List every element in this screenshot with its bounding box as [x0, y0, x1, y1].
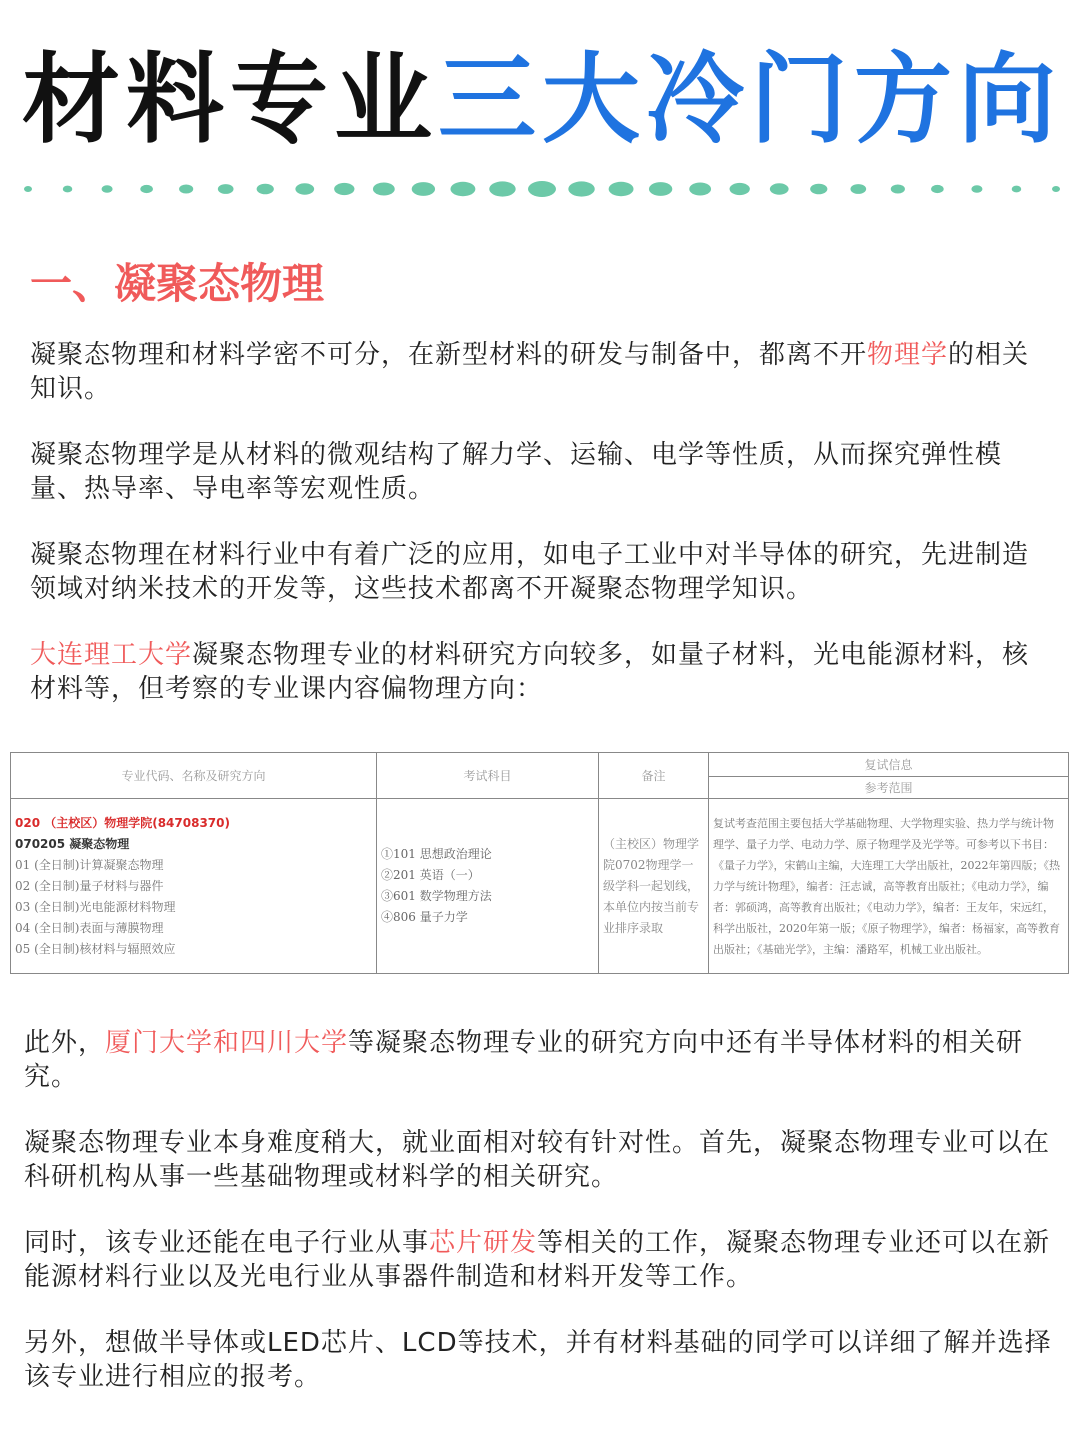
admission-table	[10, 752, 1069, 974]
paragraph-5	[24, 1026, 1060, 1094]
divider-dot	[489, 181, 515, 196]
subject-item: ②201 英语（一）	[381, 868, 480, 882]
divider-dot	[1012, 186, 1022, 193]
title-part-blue: 三大冷门方向	[438, 43, 1063, 157]
divider-dot	[609, 182, 634, 196]
program-cell	[11, 799, 377, 974]
p5-text-b: 等凝聚态物理专业的研究方向中还有半导体材料的相关研究。	[24, 1028, 1024, 1092]
program-dept: 020 （主校区）物理学院(84708370)	[15, 815, 230, 830]
divider-dot	[63, 186, 73, 193]
divider-dot	[412, 182, 435, 196]
p7-highlight: 芯片研发	[429, 1228, 538, 1258]
p7-text-b: 等相关的工作，凝聚态物理专业还可以在新能源材料行业以及光电行业从事器件制造和材料开发等工作。	[24, 1228, 1051, 1292]
divider-dot	[179, 184, 193, 193]
divider-dot	[1052, 186, 1060, 192]
admission-table-wrap	[10, 752, 1068, 974]
paragraph-3: 凝聚态物理在材料行业中有着广泛的应用，如电子工业中对半导体的研究，先进制造领域对纳米技术的开发等，这些技术都离不开凝聚态物理学知识。	[30, 540, 1030, 604]
divider-dot	[931, 185, 944, 193]
p1-highlight: 物理学	[867, 340, 949, 370]
program-direction: 01 (全日制)计算凝聚态物理	[15, 857, 164, 872]
p5-text-a: 此外，	[24, 1028, 106, 1058]
paragraph-6: 凝聚态物理专业本身难度稍大，就业面相对较有针对性。首先，凝聚态物理专业可以在科研机构从事一些基础物理或材料学的相关研究。	[24, 1128, 1051, 1192]
header-notes: 备注	[599, 753, 709, 799]
header-subjects: 考试科目	[377, 753, 599, 799]
p1-text-b: 的相关知识。	[30, 340, 1030, 404]
paragraph-1	[30, 338, 1030, 406]
divider-dot	[295, 183, 314, 194]
divider-dot	[102, 185, 113, 193]
divider-dot	[528, 181, 556, 197]
divider-dot	[891, 184, 905, 193]
header-retest: 复试信息	[709, 753, 1069, 777]
divider-dot	[257, 184, 274, 195]
header-reference: 参考范围	[709, 777, 1069, 799]
divider-dot	[373, 183, 395, 196]
subjects-cell	[377, 799, 599, 974]
paragraph-2: 凝聚态物理学是从材料的微观结构了解力学、运输、电学等性质，从而探究弹性模量、热导率、导电率等宏观性质。	[30, 440, 1003, 504]
p4-highlight: 大连理工大学	[30, 640, 193, 670]
reference-cell: 复试考查范围主要包括大学基础物理、大学物理实验、热力学与统计物理学、量子力学、电动力学、原子物理学及光学等。可参考以下书目：《量子力学》，宋鹤山主编，大连理工大学出版社，2022年第四版；《热力学与统计物理》，编者：汪志诚，高等教育出版社；《电动力学》，编者：郭硕鸿，高等教育出版社；《电动力学》，编者：王友年，宋远红，科学出版社，2020年第一版；《原子物理学》，编者：杨福家，高等教育出版社；《基础光学》，主编：潘路军，机械工业出版社。	[709, 799, 1069, 974]
program-direction: 02 (全日制)量子材料与器件	[15, 878, 164, 893]
program-major: 070205 凝聚态物理	[15, 836, 130, 851]
divider-dot	[568, 181, 594, 196]
page-title	[22, 40, 1072, 160]
divider-dot	[971, 185, 982, 193]
notes-cell: （主校区）物理学院0702物理学一级学科一起划线，本单位内按当前专业排序录取	[599, 799, 709, 974]
dotted-divider	[22, 176, 1062, 206]
paragraph-4	[30, 638, 1030, 706]
program-direction: 05 (全日制)核材料与辐照效应	[15, 941, 176, 956]
subject-item: ④806 量子力学	[381, 910, 468, 924]
dotted-divider-svg	[22, 176, 1062, 206]
p7-text-a: 同时，该专业还能在电子行业从事	[24, 1228, 430, 1258]
paragraph-8: 另外，想做半导体或LED芯片、LCD等技术，并有材料基础的同学可以详细了解并选择该专业进行相应的报考。	[24, 1328, 1052, 1392]
divider-dot	[218, 184, 234, 194]
divider-dot	[810, 184, 827, 195]
divider-dot	[689, 183, 711, 196]
divider-dot	[770, 183, 789, 194]
title-part-black: 材料专业	[22, 43, 439, 157]
program-direction: 04 (全日制)表面与薄膜物理	[15, 920, 164, 935]
divider-dot	[24, 186, 32, 192]
p4-text-b: 凝聚态物理专业的材料研究方向较多，如量子材料，光电能源材料，核材料等，但考察的专业课内容偏物理方向：	[30, 640, 1030, 704]
p5-highlight: 厦门大学和四川大学	[105, 1028, 349, 1058]
header-program: 专业代码、名称及研究方向	[11, 753, 377, 799]
divider-dot	[450, 182, 475, 196]
p1-text-a: 凝聚态物理和材料学密不可分，在新型材料的研发与制备中，都离不开	[30, 340, 868, 370]
program-direction: 03 (全日制)光电能源材料物理	[15, 899, 176, 914]
divider-dot	[850, 184, 866, 194]
paragraph-7	[24, 1226, 1060, 1294]
divider-dot	[140, 185, 153, 193]
section-heading: 一、凝聚态物理	[30, 259, 325, 308]
divider-dot	[334, 183, 354, 195]
subject-item: ③601 数学物理方法	[381, 889, 492, 903]
subject-item: ①101 思想政治理论	[381, 847, 492, 861]
divider-dot	[730, 183, 750, 195]
divider-dot	[649, 182, 672, 196]
